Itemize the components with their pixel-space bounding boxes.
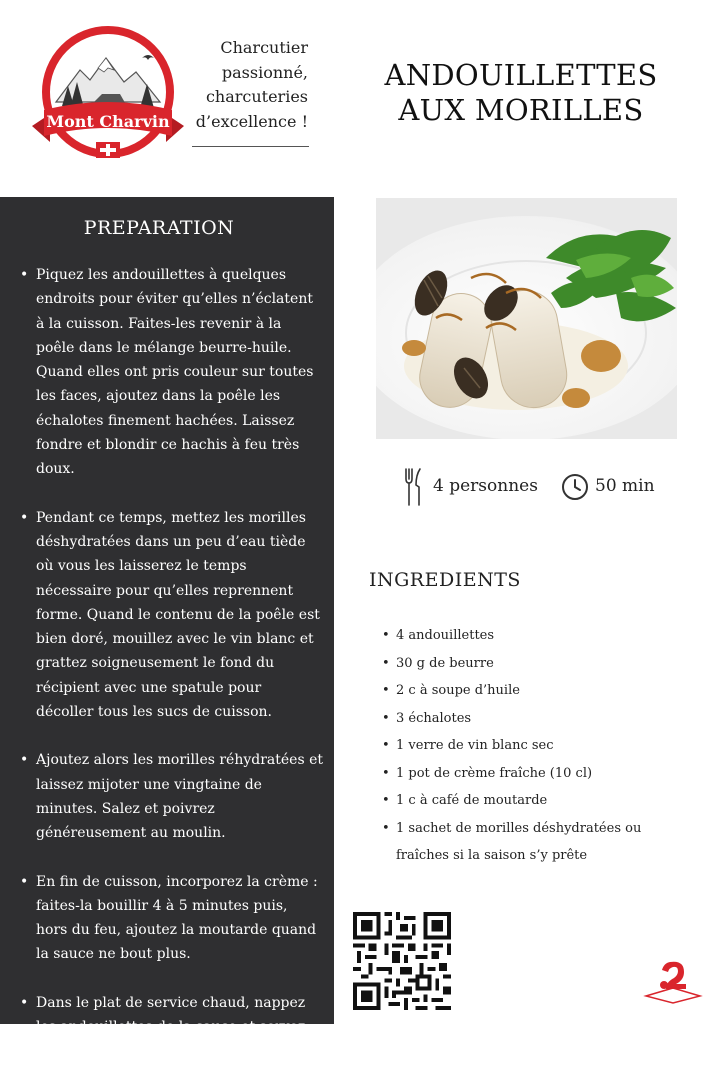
tagline xyxy=(190,36,308,134)
ingredient-item: • 3 échalotes xyxy=(382,705,692,733)
fork-knife-icon xyxy=(403,467,425,507)
title-line-2: AUX MORILLES xyxy=(398,93,644,127)
servings-label: 4 personnes xyxy=(433,476,538,496)
preparation-step: • Piquez les andouillettes à quelques endroits pour éviter qu’elles n’éclatent à la cuisson. Faites-les revenir à la poêle dans le mélange beurre-huile. Quand elles ont pris couleur sur toutes les faces, ajoutez dans la poêle les échalotes finement hachées. Laissez fondre et blondir ce hachis à feu très doux. xyxy=(18,263,323,482)
ingredient-item: • 1 verre de vin blanc sec xyxy=(382,732,692,760)
preparation-step: • Pendant ce temps, mettez les morilles déshydratées dans un peu d’eau tiède où vous les laisserez le temps nécessaire pour qu’elles reprennent forme. Quand le contenu de la poêle est bien doré, mouillez avec le vin blanc et grattez soigneusement le fond du récipient avec une spatule pour décoller tous les sucs de cuisson. xyxy=(18,506,323,725)
tagline-line: passionné, xyxy=(221,62,308,82)
qr-code[interactable] xyxy=(353,912,451,1010)
preparation-step: • Ajoutez alors les morilles réhydratées et laissez mijoter une vingtaine de minutes. Salez et poivrez généreusement au moulin. xyxy=(18,748,323,845)
ingredient-item: • 4 andouillettes xyxy=(382,622,692,650)
tagline-line: d’excellence ! xyxy=(195,111,308,131)
artisan-badge xyxy=(640,958,706,1004)
tagline-line: charcuteries xyxy=(205,87,308,106)
ingredient-item: • 1 c à café de moutarde xyxy=(382,787,692,815)
brand-name: Mont Charvin xyxy=(46,112,170,131)
tagline-line: Charcutier xyxy=(220,38,308,57)
ingredients-heading: INGREDIENTS xyxy=(369,569,521,591)
tagline-divider xyxy=(192,146,309,147)
ingredient-item: • 2 c à soupe d’huile xyxy=(382,677,692,705)
ingredient-item: • 1 sachet de morilles déshydratées ou fraîches si la saison s’y prête xyxy=(382,815,692,870)
mont-charvin-logo xyxy=(28,24,188,174)
recipe-title xyxy=(360,58,682,128)
ingredient-item: • 30 g de beurre xyxy=(382,650,692,678)
title-line-1: ANDOUILLETTES xyxy=(384,58,658,92)
duration-label: 50 min xyxy=(595,476,655,496)
ingredient-item: • 1 pot de crème fraîche (10 cl) xyxy=(382,760,692,788)
ingredients-list xyxy=(382,622,692,870)
clock-icon xyxy=(561,473,589,501)
preparation-step: • Dans le plat de service chaud, nappez les andouillettes de la sauce et servez aussitôt avec une salade de mâche. xyxy=(18,991,323,1064)
dish-photo xyxy=(376,198,677,439)
preparation-steps xyxy=(18,263,323,1088)
preparation-heading: PREPARATION xyxy=(83,217,235,239)
preparation-step: • En fin de cuisson, incorporez la crème : faites-la bouillir 4 à 5 minutes puis, hors du feu, ajoutez la moutarde quand la sauce ne bout plus. xyxy=(18,870,323,967)
preparation-panel xyxy=(0,197,334,1060)
